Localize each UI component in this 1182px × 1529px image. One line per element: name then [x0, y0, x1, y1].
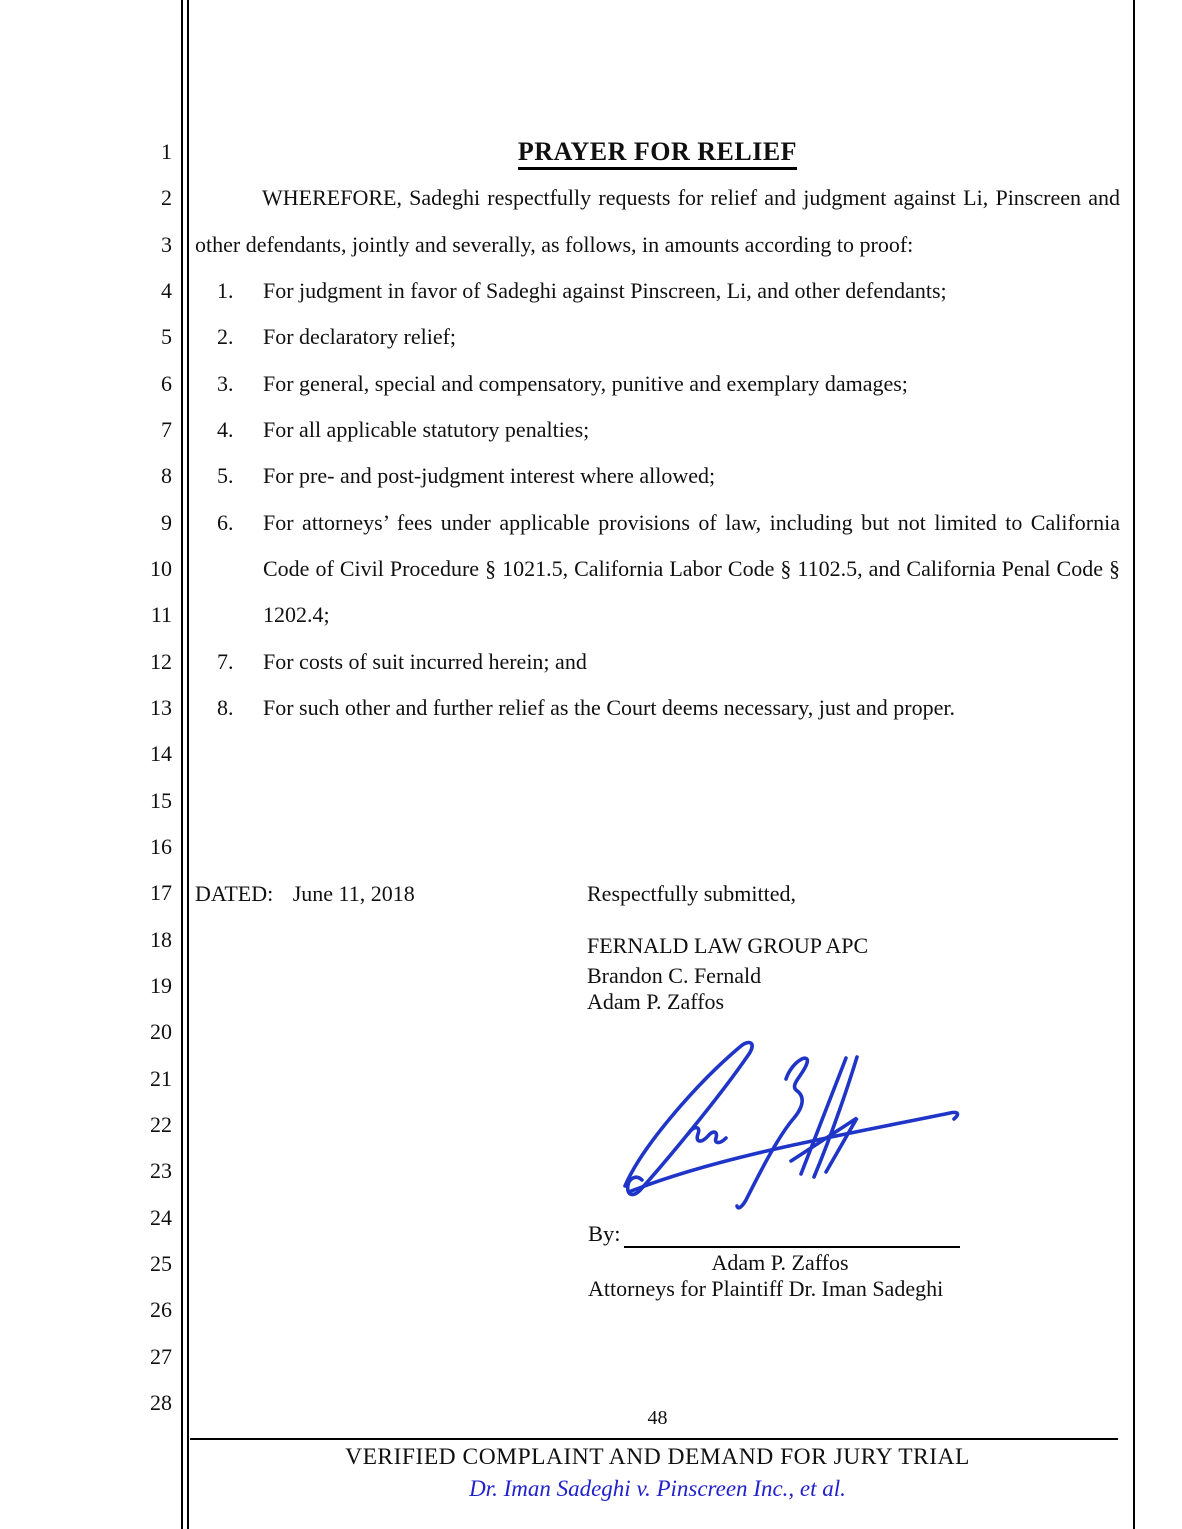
relief-item-number: 5. [217, 463, 234, 489]
relief-item-number: 2. [217, 324, 234, 350]
left-double-rule-inner [187, 0, 189, 1529]
relief-item [195, 268, 1120, 314]
line-number: 5 [161, 324, 172, 350]
relief-item-text: For judgment in favor of Sadeghi against Pinscreen, Li, and other defendants; [263, 277, 947, 303]
relief-list [195, 268, 1120, 731]
relief-item-text: For such other and further relief as the Court deems necessary, just and proper. [263, 694, 955, 720]
footer-rule [190, 1438, 1118, 1440]
signature-line [624, 1246, 960, 1248]
wherefore-paragraph: WHEREFORE, Sadeghi respectfully requests for relief and judgment against Li, Pinscreen and other defendants, jointly and severally, as follows, in amounts according to proof: [195, 185, 1120, 257]
line-number: 18 [150, 926, 172, 952]
footer-document-title: VERIFIED COMPLAINT AND DEMAND FOR JURY TRIAL [345, 1444, 970, 1470]
line-number: 17 [150, 880, 172, 906]
dated-label: DATED: [195, 881, 274, 906]
relief-item-text: For costs of suit incurred herein; and [263, 648, 587, 674]
attorney-block [587, 933, 868, 1016]
footer-case-name: Dr. Iman Sadeghi v. Pinscreen Inc., et al. [469, 1476, 846, 1501]
relief-item [195, 639, 1120, 685]
relief-item-number: 4. [217, 416, 234, 442]
line-number: 27 [150, 1343, 172, 1369]
line-number: 8 [161, 463, 172, 489]
line-number: 14 [150, 741, 172, 767]
by-label: By: [588, 1221, 621, 1246]
line-number: 19 [150, 972, 172, 998]
relief-item-number: 6. [217, 509, 234, 535]
relief-item [195, 407, 1120, 453]
relief-item-text: For all applicable statutory penalties; [263, 416, 590, 442]
signer-title: Attorneys for Plaintiff Dr. Iman Sadeghi [588, 1276, 944, 1301]
line-number: 21 [150, 1065, 172, 1091]
relief-item-number: 7. [217, 648, 234, 674]
line-number: 1 [161, 139, 172, 164]
relief-item-number: 3. [217, 370, 234, 396]
line-number: 24 [150, 1204, 172, 1230]
line-number: 23 [150, 1158, 172, 1184]
relief-item [195, 500, 1120, 639]
line-number: 20 [150, 1019, 172, 1045]
section-heading: PRAYER FOR RELIEF [195, 129, 1120, 175]
relief-item [195, 361, 1120, 407]
relief-item-number: 8. [217, 694, 234, 720]
relief-item-text: For declaratory relief; [263, 324, 457, 350]
handwritten-signature [598, 1030, 998, 1230]
line-number: 13 [150, 694, 172, 720]
line-number-column [128, 129, 172, 1426]
left-double-rule-outer [181, 0, 183, 1529]
line-number: 9 [161, 509, 172, 535]
dated-row [195, 871, 1120, 917]
relief-item-text: For pre- and post-judgment interest where allowed; [263, 463, 716, 489]
line-number: 3 [161, 231, 172, 257]
line-number: 2 [161, 185, 172, 211]
relief-item-text: For attorneys’ fees under applicable provisions of law, including but not limited to California Code of Civil Procedure § 1021.5, California Labor Code § 1102.5, and California Penal Code § 1202.4; [263, 509, 1120, 628]
line-number: 10 [150, 555, 172, 581]
line-number: 12 [150, 648, 172, 674]
line-number: 4 [161, 277, 172, 303]
line-number: 15 [150, 787, 172, 813]
line-number: 6 [161, 370, 172, 396]
relief-item [195, 453, 1120, 499]
right-margin-rule [1133, 0, 1135, 1529]
dated-value: June 11, 2018 [292, 881, 415, 906]
line-number: 22 [150, 1111, 172, 1137]
law-firm-name: FERNALD LAW GROUP APC [587, 933, 869, 958]
relief-item [195, 314, 1120, 360]
relief-item-text: For general, special and compensatory, punitive and exemplary damages; [263, 370, 908, 396]
page-number: 48 [647, 1407, 668, 1429]
line-number: 26 [150, 1297, 172, 1323]
line-number: 28 [150, 1389, 172, 1415]
attorney-name-2: Adam P. Zaffos [587, 989, 725, 1014]
line-number: 11 [150, 602, 172, 628]
relief-item [195, 685, 1120, 731]
attorney-name-1: Brandon C. Fernald [587, 962, 762, 988]
line-number: 7 [161, 416, 172, 442]
line-number: 16 [150, 833, 172, 859]
document-body [195, 129, 1120, 731]
line-number: 25 [150, 1250, 172, 1276]
relief-item-number: 1. [217, 277, 234, 303]
respectfully-submitted: Respectfully submitted, [587, 881, 796, 906]
signer-name: Adam P. Zaffos [711, 1250, 849, 1275]
